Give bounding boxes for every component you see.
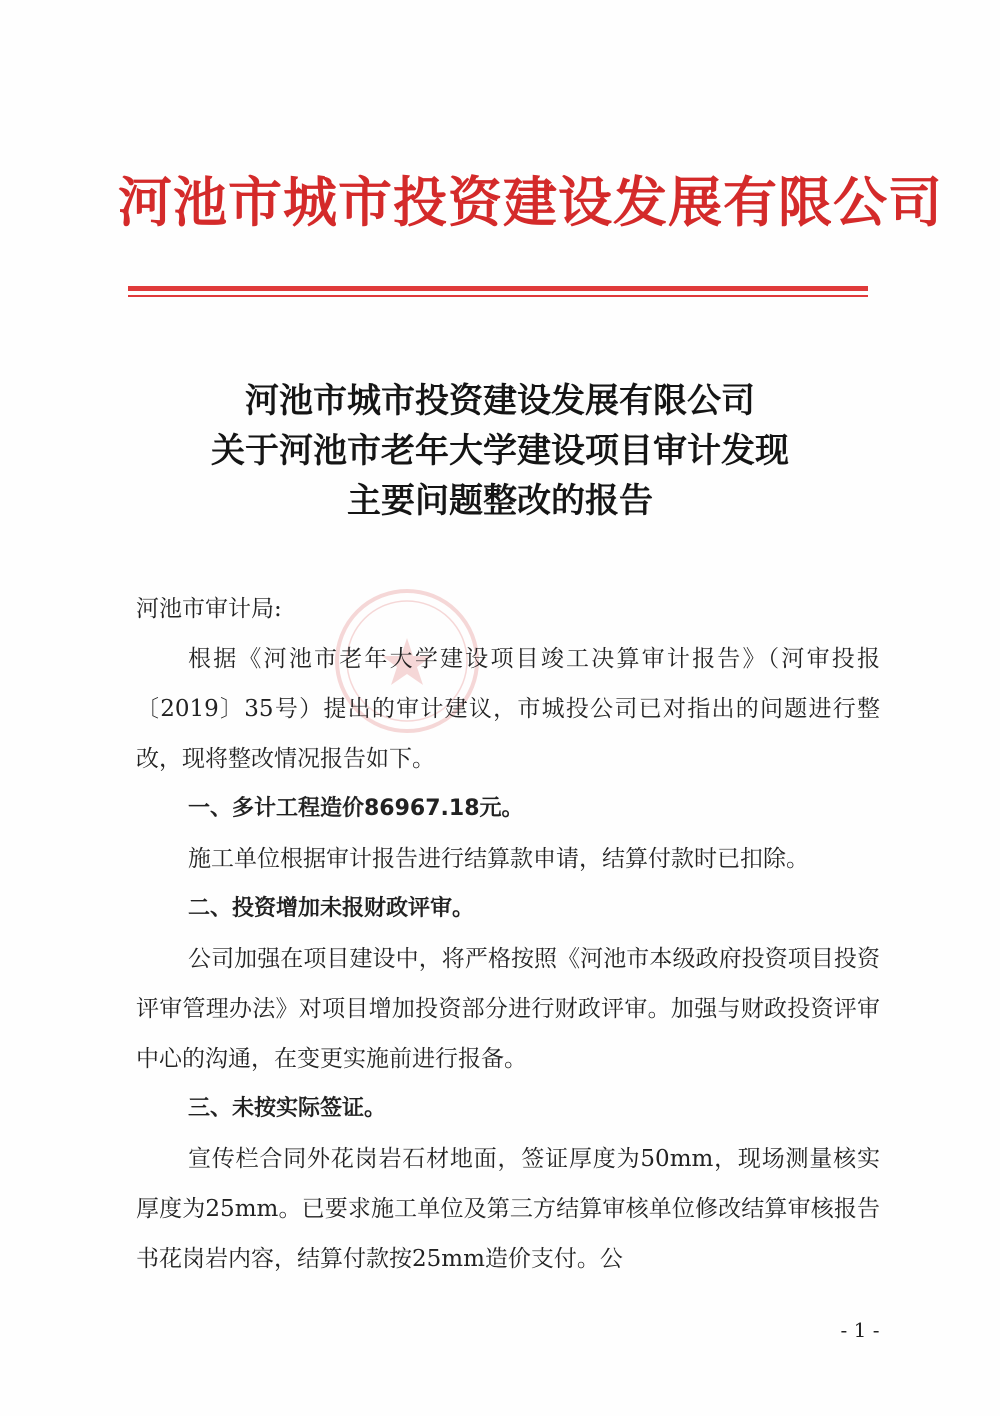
section-1-heading: 一、多计工程造价86967.18元。 bbox=[188, 796, 524, 821]
section-1-text: 施工单位根据审计报告进行结算款申请，结算付款时已扣除。 bbox=[188, 846, 809, 872]
letterhead-red-rule-thick bbox=[128, 286, 868, 291]
page-number: - 1 - bbox=[840, 1318, 880, 1342]
section-3-heading: 三、未按实际签证。 bbox=[188, 1096, 387, 1121]
section-2-heading: 二、投资增加未报财政评审。 bbox=[188, 896, 475, 921]
letterhead-red-rule-thin bbox=[128, 295, 868, 297]
document-body bbox=[136, 584, 880, 1284]
document-title bbox=[120, 376, 880, 526]
section-2-text: 公司加强在项目建设中，将严格按照《河池市本级政府投资项目投资评审管理办法》对项目增加投资部分进行财政评审。加强与财政投资评审中心的沟通，在变更实施前进行报备。 bbox=[136, 946, 880, 1072]
title-line-3: 主要问题整改的报告 bbox=[347, 481, 653, 521]
intro-paragraph: 根据《河池市老年大学建设项目竣工决算审计报告》（河审投报〔2019〕35号）提出的审计建议，市城投公司已对指出的问题进行整改，现将整改情况报告如下。 bbox=[136, 646, 880, 772]
addressee: 河池市审计局: bbox=[136, 596, 282, 622]
section-3-text: 宣传栏合同外花岗岩石材地面，签证厚度为50mm，现场测量核实厚度为25mm。已要求施工单位及第三方结算审核单位修改结算审核报告书花岗岩内容，结算付款按25mm造价支付。公 bbox=[136, 1146, 880, 1272]
title-line-2: 关于河池市老年大学建设项目审计发现 bbox=[211, 431, 789, 471]
title-line-1: 河池市城市投资建设发展有限公司 bbox=[245, 381, 755, 421]
letterhead-org-name: 河池市城市投资建设发展有限公司 bbox=[118, 171, 943, 234]
